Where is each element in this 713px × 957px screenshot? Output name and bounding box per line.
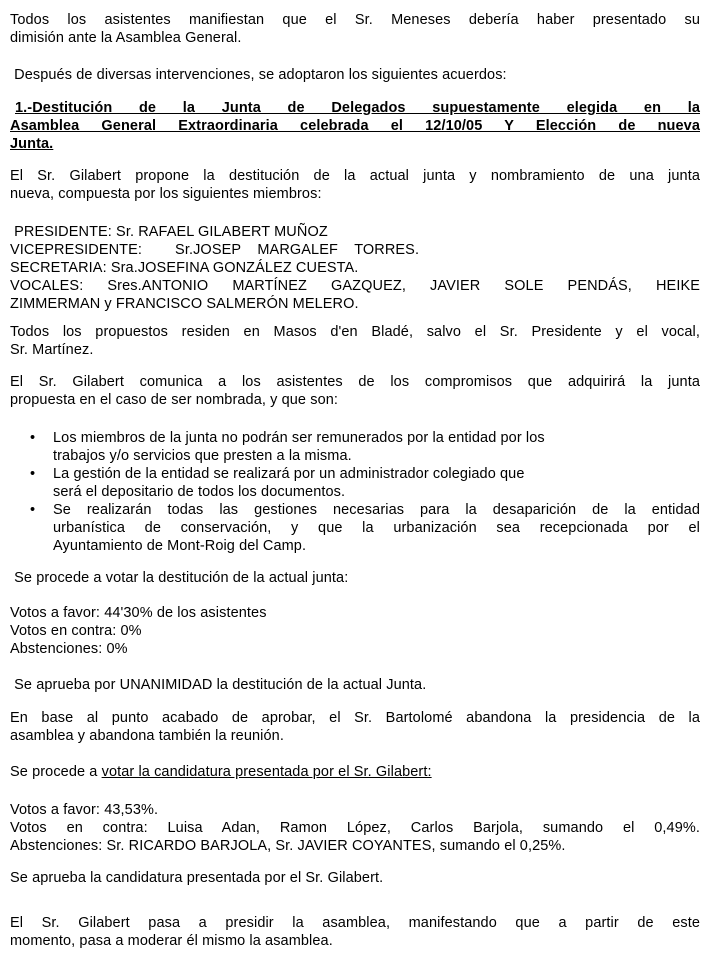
vote-results-destitucion <box>10 604 700 658</box>
paragraph-line: Se aprueba por UNANIMIDAD la destitución de la actual Junta. <box>10 677 427 693</box>
bullet-item <box>10 501 700 555</box>
vote-line-abstenciones: Abstenciones: Sr. RICARDO BARJOLA, Sr. JAVIER COYANTES, sumando el 0,25%. <box>10 838 566 854</box>
member-line-vicepresidente: VICEPRESIDENTE: Sr.JOSEP MARGALEF TORRES. <box>10 242 420 258</box>
paragraph-meneses-dimision <box>10 11 700 47</box>
paragraph-line: propuesta en el caso de ser nombrada, y que son: <box>10 392 339 408</box>
member-line-presidente: PRESIDENTE: Sr. RAFAEL GILABERT MUÑOZ <box>10 224 328 240</box>
heading-line: Asamblea General Extraordinaria celebrada el 12/10/05 Y Elección de nueva <box>10 118 700 134</box>
paragraph-line: nueva, compuesta por los siguientes miembros: <box>10 186 322 202</box>
bullet-line: será el depositario de todos los documentos. <box>53 484 346 500</box>
vote-line-favor: Votos a favor: 44'30% de los asistentes <box>10 605 267 621</box>
bullet-text <box>53 429 700 465</box>
bullet-text <box>53 501 700 555</box>
paragraph-line: En base al punto acabado de aprobar, el Sr. Bartolomé abandona la presidencia de la <box>10 710 700 726</box>
paragraph-gilabert-preside <box>10 914 700 950</box>
vote-line-contra: Votos en contra: Luisa Adan, Ramon López, Carlos Barjola, sumando el 0,49%. <box>10 820 700 836</box>
paragraph-votar-candidatura <box>10 763 700 781</box>
member-line-vocales-cont: ZIMMERMAN y FRANCISCO SALMERÓN MELERO. <box>10 296 359 312</box>
paragraph-line: momento, pasa a moderar él mismo la asamblea. <box>10 933 333 949</box>
bullet-marker: • <box>30 430 36 446</box>
paragraph-line: Sr. Martínez. <box>10 342 94 358</box>
bullet-line: urbanística de conservación, y que la urbanización sea recepcionada por el <box>53 520 700 536</box>
bullet-line: trabajos y/o servicios que presten a la misma. <box>53 448 352 464</box>
bullet-line: Los miembros de la junta no podrán ser remunerados por la entidad por los <box>53 430 545 446</box>
bullet-item <box>10 465 700 501</box>
paragraph-votar-destitucion <box>10 569 700 587</box>
bullet-line: Se realizarán todas las gestiones necesarias para la desaparición de la entidad <box>53 502 700 518</box>
bullet-list <box>10 429 700 555</box>
underlined-text: votar la candidatura presentada por el Sr. Gilabert: <box>101 764 432 780</box>
member-line-secretaria: SECRETARIA: Sra.JOSEFINA GONZÁLEZ CUESTA. <box>10 260 359 276</box>
paragraph-line: asamblea y abandona también la reunión. <box>10 728 284 744</box>
paragraph-aprobacion-unanimidad <box>10 676 700 694</box>
bullet-line: La gestión de la entidad se realizará por un administrador colegiado que <box>53 466 525 482</box>
paragraph-line: Todos los propuestos residen en Masos d'en Bladé, salvo el Sr. Presidente y el vocal, <box>10 324 700 340</box>
paragraph-acuerdos-intro <box>10 66 700 84</box>
paragraph-text: Se procede a <box>10 764 102 780</box>
paragraph-line: El Sr. Gilabert propone la destitución de la actual junta y nombramiento de una junta <box>10 168 700 184</box>
bullet-marker: • <box>30 502 36 518</box>
member-list <box>10 223 700 313</box>
paragraph-line: dimisión ante la Asamblea General. <box>10 30 242 46</box>
bullet-marker: • <box>30 466 36 482</box>
paragraph-line: Todos los asistentes manifiestan que el Sr. Meneses debería haber presentado su <box>10 12 700 28</box>
paragraph-line <box>10 763 700 781</box>
member-line-vocales: VOCALES: Sres.ANTONIO MARTÍNEZ GAZQUEZ, JAVIER SOLE PENDÁS, HEIKE <box>10 278 700 294</box>
vote-line-abstenciones: Abstenciones: 0% <box>10 641 128 657</box>
bullet-text <box>53 465 700 501</box>
heading-line: 1.-Destitución de la Junta de Delegados supuestamente elegida en la <box>15 100 700 116</box>
heading-punto-1-destitucion <box>10 99 700 153</box>
heading-line: Junta. <box>10 136 54 152</box>
vote-line-favor: Votos a favor: 43,53%. <box>10 802 159 818</box>
paragraph-line: El Sr. Gilabert pasa a presidir la asamblea, manifestando que a partir de este <box>10 915 700 931</box>
paragraph-residencia <box>10 323 700 359</box>
bullet-line: Ayuntamiento de Mont-Roig del Camp. <box>53 538 307 554</box>
paragraph-compromisos-intro <box>10 373 700 409</box>
vote-results-candidatura <box>10 801 700 855</box>
paragraph-propuesta-junta <box>10 167 700 203</box>
vote-line-contra: Votos en contra: 0% <box>10 623 142 639</box>
bullet-item <box>10 429 700 465</box>
paragraph-line: El Sr. Gilabert comunica a los asistentes de los compromisos que adquirirá la junta <box>10 374 700 390</box>
paragraph-line: Se aprueba la candidatura presentada por el Sr. Gilabert. <box>10 870 384 886</box>
paragraph-bartolome-abandona <box>10 709 700 745</box>
paragraph-aprobacion-candidatura <box>10 869 700 887</box>
paragraph-line: Se procede a votar la destitución de la actual junta: <box>10 570 349 586</box>
paragraph-line: Después de diversas intervenciones, se adoptaron los siguientes acuerdos: <box>10 67 507 83</box>
